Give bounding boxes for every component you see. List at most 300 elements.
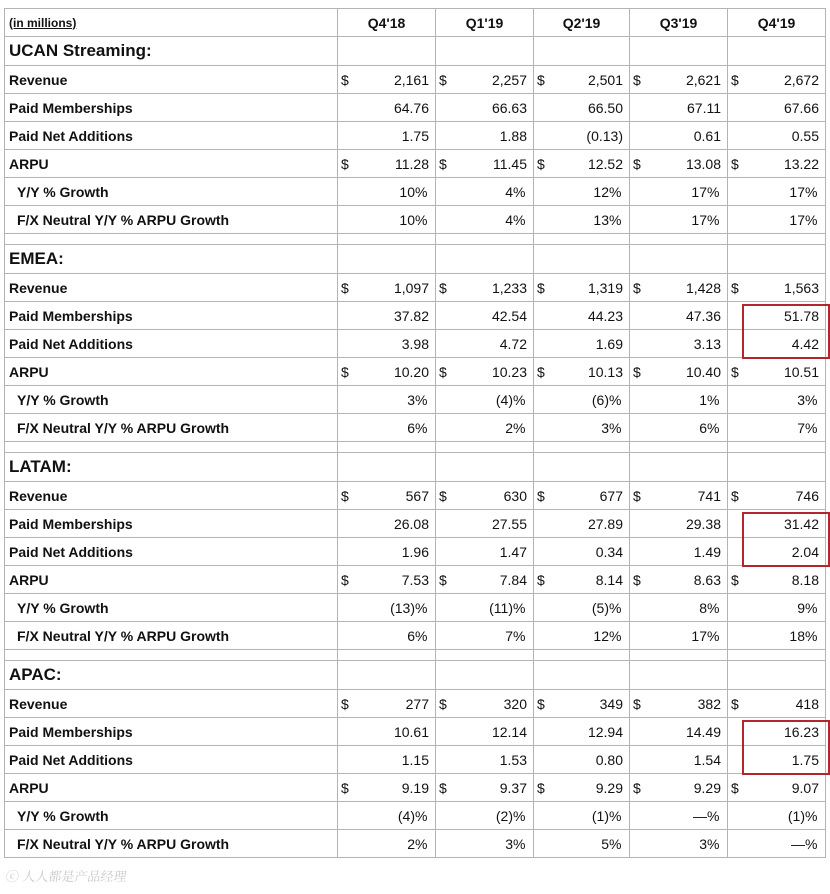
percent-sign: % [805,419,818,436]
cell-value: 66.50 [587,99,623,116]
cell-value: (1) [591,807,609,824]
percent-sign: % [805,599,818,616]
empty-cell [728,661,826,690]
row-label: Paid Memberships [5,94,338,122]
percent-sign: % [805,183,818,200]
table-row [5,566,826,594]
value-cell [338,594,436,622]
value-cell [436,94,534,122]
value-cell [630,206,728,234]
value-cell [436,746,534,774]
cell-value: 3.98 [401,335,429,352]
cell-value: 17 [789,183,805,200]
cell-value: 0.61 [693,127,721,144]
cell-value: 0.55 [791,127,819,144]
value-cell [630,566,728,594]
cell-value: 11.28 [395,155,429,172]
value-cell [338,206,436,234]
currency-symbol: $ [439,71,447,88]
value-cell [630,482,728,510]
cell-value: 1.53 [499,751,527,768]
value-cell [534,690,630,718]
cell-value: 13 [593,211,609,228]
percent-sign: % [609,419,622,436]
currency-symbol: $ [439,487,447,504]
table-row [5,538,826,566]
percent-sign: % [707,627,720,644]
value-cell [436,510,534,538]
cell-value: 10.51 [783,363,819,380]
cell-value: 6 [407,419,415,436]
cell-value: 349 [599,695,623,712]
cell-value: 9.19 [401,779,429,796]
value-cell [630,178,728,206]
value-cell [338,274,436,302]
value-cell [534,510,630,538]
cell-value: 4 [505,183,513,200]
cell-value: (11) [489,599,513,616]
cell-value: 1 [699,391,707,408]
value-cell [436,150,534,178]
cell-value: 2,161 [393,71,429,88]
value-cell [534,66,630,94]
value-cell [436,774,534,802]
cell-value: 26.08 [393,515,429,532]
row-label: Paid Memberships [5,510,338,538]
empty-cell [436,650,534,661]
row-label: Y/Y % Growth [5,178,338,206]
percent-sign: % [609,599,622,616]
cell-value: 1,233 [491,279,527,296]
cell-value: 2,257 [491,71,527,88]
empty-cell [5,650,338,661]
value-cell [436,482,534,510]
value-cell [436,302,534,330]
table-row [5,594,826,622]
value-cell [728,510,826,538]
empty-cell [338,650,436,661]
currency-symbol: $ [731,779,739,796]
value-cell [534,830,630,858]
percent-sign: % [805,835,818,852]
value-cell [338,690,436,718]
value-cell [728,358,826,386]
empty-cell [728,650,826,661]
table-row [5,774,826,802]
value-cell [728,746,826,774]
cell-value: 1,428 [685,279,721,296]
empty-cell [728,234,826,245]
cell-value: 10.13 [587,363,623,380]
cell-value: 7.84 [499,571,527,588]
cell-value: — [791,835,805,852]
empty-cell [630,661,728,690]
cell-value: 42.54 [491,307,527,324]
empty-cell [728,453,826,482]
cell-value: 44.23 [587,307,623,324]
percent-sign: % [415,419,428,436]
table-row [5,178,826,206]
unit-label: (in millions) [5,9,338,37]
cell-value: 12 [593,627,609,644]
row-label: Y/Y % Growth [5,594,338,622]
value-cell [630,122,728,150]
empty-cell [534,234,630,245]
value-cell [534,718,630,746]
cell-value: 18 [789,627,805,644]
value-cell [338,414,436,442]
value-cell [728,122,826,150]
cell-value: 382 [697,695,721,712]
currency-symbol: $ [341,695,349,712]
empty-cell [338,661,436,690]
empty-cell [728,245,826,274]
value-cell [338,802,436,830]
table-row [5,510,826,538]
empty-cell [436,234,534,245]
value-cell [338,718,436,746]
value-cell [436,566,534,594]
cell-value: 320 [503,695,527,712]
value-cell [338,830,436,858]
value-cell [630,302,728,330]
cell-value: 10.61 [393,723,429,740]
cell-value: 6 [699,419,707,436]
value-cell [728,178,826,206]
empty-cell [338,442,436,453]
percent-sign: % [609,627,622,644]
table-row [5,274,826,302]
cell-value: 17 [691,183,707,200]
value-cell [728,830,826,858]
percent-sign: % [707,391,720,408]
cell-value: 17 [789,211,805,228]
table-row [5,414,826,442]
value-cell [338,774,436,802]
table-row [5,94,826,122]
currency-symbol: $ [537,363,545,380]
percent-sign: % [707,211,720,228]
value-cell [728,94,826,122]
currency-symbol: $ [341,571,349,588]
percent-sign: % [513,627,526,644]
value-cell [630,150,728,178]
cell-value: 31.42 [783,515,819,532]
value-cell [728,414,826,442]
table-row [5,482,826,510]
cell-value: — [693,807,707,824]
table-row [5,150,826,178]
value-cell [728,206,826,234]
cell-value: 7.53 [401,571,429,588]
value-cell [534,538,630,566]
percent-sign: % [609,391,622,408]
percent-sign: % [805,627,818,644]
section-title: UCAN Streaming: [5,37,338,66]
currency-symbol: $ [341,779,349,796]
cell-value: 13.22 [783,155,819,172]
column-header: Q2'19 [534,9,630,37]
section-header-row [5,245,826,274]
empty-cell [534,650,630,661]
value-cell [534,386,630,414]
value-cell [534,274,630,302]
header-row [5,9,826,37]
empty-cell [436,661,534,690]
value-cell [436,386,534,414]
value-cell [728,774,826,802]
percent-sign: % [513,391,526,408]
empty-cell [5,234,338,245]
value-cell [728,302,826,330]
value-cell [436,206,534,234]
cell-value: 7 [797,419,805,436]
row-label: Revenue [5,690,338,718]
currency-symbol: $ [731,71,739,88]
currency-symbol: $ [341,487,349,504]
cell-value: 2 [407,835,415,852]
value-cell [630,274,728,302]
value-cell [534,330,630,358]
value-cell [436,330,534,358]
table-row [5,622,826,650]
value-cell [630,830,728,858]
row-label: ARPU [5,358,338,386]
cell-value: 1.49 [693,543,721,560]
value-cell [630,718,728,746]
cell-value: (4) [397,807,415,824]
value-cell [436,622,534,650]
cell-value: 12.94 [587,723,623,740]
cell-value: 5 [601,835,609,852]
value-cell [534,622,630,650]
row-label: Paid Net Additions [5,538,338,566]
cell-value: 1.96 [401,543,429,560]
currency-symbol: $ [731,571,739,588]
table-row [5,386,826,414]
cell-value: 14.49 [685,723,721,740]
cell-value: 8.14 [595,571,623,588]
empty-cell [436,37,534,66]
empty-cell [534,245,630,274]
cell-value: 741 [697,487,721,504]
table-row [5,718,826,746]
currency-symbol: $ [731,487,739,504]
currency-symbol: $ [633,695,641,712]
empty-cell [630,37,728,66]
value-cell [534,802,630,830]
percent-sign: % [805,211,818,228]
cell-value: 277 [405,695,429,712]
value-cell [630,746,728,774]
cell-value: 1,097 [393,279,429,296]
value-cell [436,830,534,858]
currency-symbol: $ [633,779,641,796]
column-header: Q3'19 [630,9,728,37]
percent-sign: % [513,835,526,852]
currency-symbol: $ [633,155,641,172]
table-row [5,690,826,718]
value-cell [630,538,728,566]
value-cell [630,802,728,830]
percent-sign: % [707,183,720,200]
row-label: ARPU [5,774,338,802]
cell-value: 3 [601,419,609,436]
cell-value: 27.89 [587,515,623,532]
cell-value: (1) [787,807,805,824]
table-row [5,358,826,386]
cell-value: 677 [599,487,623,504]
cell-value: 2,621 [685,71,721,88]
cell-value: 9.29 [595,779,623,796]
value-cell [338,358,436,386]
cell-value: 29.38 [685,515,721,532]
value-cell [338,66,436,94]
value-cell [728,802,826,830]
cell-value: 746 [795,487,819,504]
value-cell [534,206,630,234]
percent-sign: % [513,211,526,228]
section-spacer [5,650,826,661]
cell-value: 12.52 [587,155,623,172]
financial-table [4,8,826,858]
currency-symbol: $ [731,155,739,172]
cell-value: 9.37 [499,779,527,796]
section-title: LATAM: [5,453,338,482]
value-cell [728,386,826,414]
cell-value: 0.34 [595,543,623,560]
cell-value: (0.13) [586,127,623,144]
cell-value: 9 [797,599,805,616]
cell-value: 9.07 [791,779,819,796]
value-cell [534,746,630,774]
currency-symbol: $ [537,487,545,504]
value-cell [728,330,826,358]
cell-value: 1.54 [693,751,721,768]
currency-symbol: $ [537,279,545,296]
cell-value: (5) [591,599,609,616]
value-cell [630,594,728,622]
value-cell [630,386,728,414]
table-row [5,802,826,830]
value-cell [630,358,728,386]
section-title: EMEA: [5,245,338,274]
cell-value: 37.82 [393,307,429,324]
column-header: Q1'19 [436,9,534,37]
value-cell [534,566,630,594]
empty-cell [5,442,338,453]
cell-value: 13.08 [685,155,721,172]
watermark: ⓒ 人人都是产品经理 [4,869,128,884]
row-label: Paid Net Additions [5,330,338,358]
cell-value: 11.45 [493,155,527,172]
column-header: Q4'18 [338,9,436,37]
value-cell [534,178,630,206]
cell-value: 6 [407,627,415,644]
empty-cell [436,442,534,453]
cell-value: (13) [390,599,415,616]
value-cell [630,330,728,358]
currency-symbol: $ [633,571,641,588]
cell-value: 10.23 [491,363,527,380]
value-cell [436,690,534,718]
cell-value: 12.14 [491,723,527,740]
cell-value: 9.29 [693,779,721,796]
value-cell [436,594,534,622]
cell-value: 3.13 [693,335,721,352]
cell-value: 2,672 [783,71,819,88]
value-cell [534,774,630,802]
empty-cell [338,245,436,274]
section-title: APAC: [5,661,338,690]
value-cell [630,690,728,718]
currency-symbol: $ [537,695,545,712]
row-label: Paid Memberships [5,718,338,746]
percent-sign: % [805,391,818,408]
cell-value: 1.88 [499,127,527,144]
currency-symbol: $ [341,71,349,88]
cell-value: 7 [505,627,513,644]
cell-value: (6) [591,391,609,408]
percent-sign: % [513,807,526,824]
cell-value: 1.75 [791,751,819,768]
value-cell [338,622,436,650]
percent-sign: % [513,183,526,200]
currency-symbol: $ [633,363,641,380]
table-row [5,302,826,330]
row-label: Y/Y % Growth [5,802,338,830]
cell-value: 1,319 [587,279,623,296]
empty-cell [534,442,630,453]
empty-cell [630,234,728,245]
percent-sign: % [415,183,428,200]
percent-sign: % [707,835,720,852]
row-label: F/X Neutral Y/Y % ARPU Growth [5,206,338,234]
cell-value: 2,501 [587,71,623,88]
value-cell [630,414,728,442]
cell-value: 3 [407,391,415,408]
empty-cell [534,453,630,482]
empty-cell [728,37,826,66]
currency-symbol: $ [341,279,349,296]
value-cell [436,122,534,150]
cell-value: 27.55 [491,515,527,532]
cell-value: 4.72 [499,335,527,352]
row-label: F/X Neutral Y/Y % ARPU Growth [5,830,338,858]
value-cell [534,302,630,330]
cell-value: 1.15 [401,751,429,768]
empty-cell [338,234,436,245]
value-cell [436,538,534,566]
empty-cell [436,245,534,274]
currency-symbol: $ [633,487,641,504]
value-cell [338,746,436,774]
row-label: F/X Neutral Y/Y % ARPU Growth [5,622,338,650]
cell-value: 2.04 [791,543,819,560]
value-cell [728,538,826,566]
value-cell [338,94,436,122]
empty-cell [630,245,728,274]
value-cell [534,414,630,442]
row-label: ARPU [5,566,338,594]
percent-sign: % [609,211,622,228]
empty-cell [534,37,630,66]
currency-symbol: $ [633,279,641,296]
percent-sign: % [415,599,428,616]
value-cell [436,358,534,386]
cell-value: 12 [593,183,609,200]
currency-symbol: $ [731,279,739,296]
